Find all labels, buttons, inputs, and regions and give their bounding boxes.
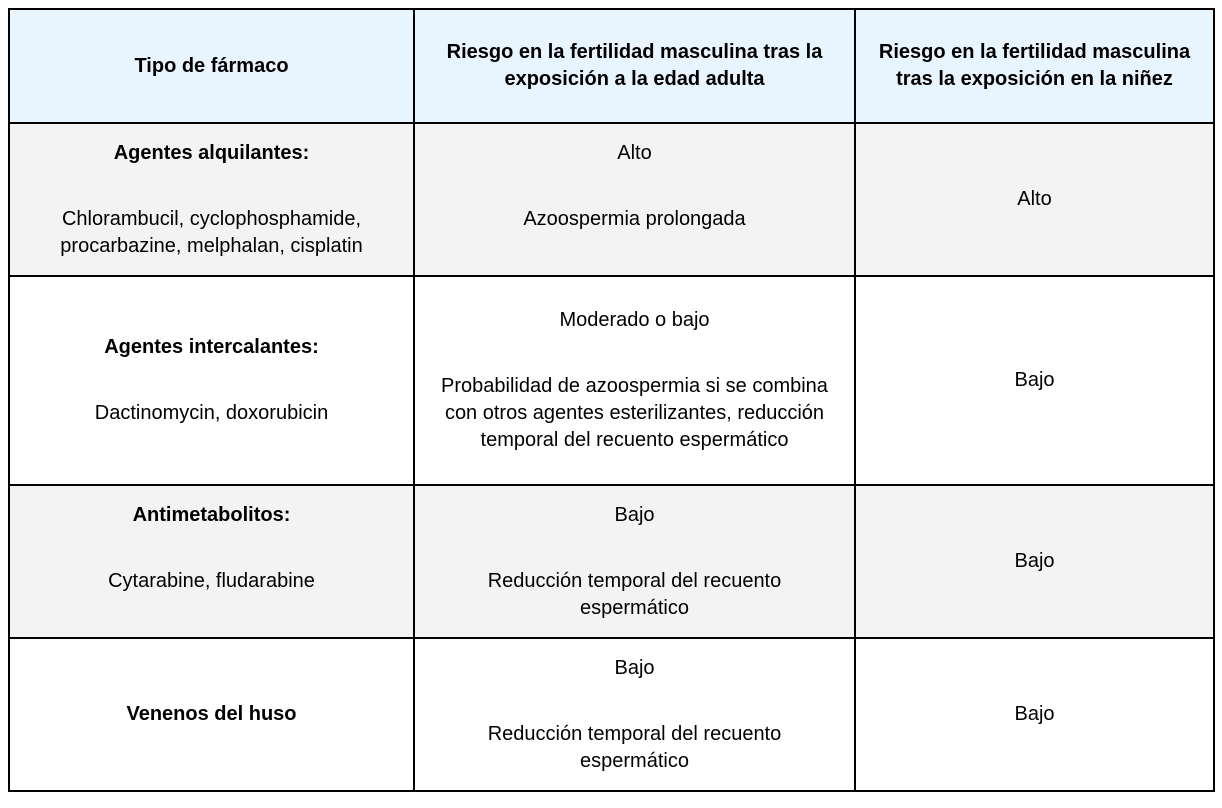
drug-list: Cytarabine, fludarabine <box>108 569 315 592</box>
adult-risk-level: Bajo <box>614 656 655 679</box>
drug-type-cell <box>9 123 414 276</box>
adult-risk-level: Alto <box>617 141 652 164</box>
header-adult-risk: Riesgo en la fertilidad masculina tras la exposición a la edad adulta <box>414 9 855 123</box>
table-row <box>9 276 1214 485</box>
drug-class-name: Antimetabolitos: <box>132 503 291 526</box>
drug-type-cell <box>9 276 414 485</box>
drug-list: Chlorambucil, cyclophosphamide, procarbazine, melphalan, cisplatin <box>60 207 363 257</box>
drug-class-name: Agentes intercalantes: <box>104 336 319 358</box>
fertility-risk-table <box>8 8 1215 792</box>
table-row <box>9 638 1214 791</box>
adult-risk-cell <box>414 638 855 791</box>
drug-type-cell <box>9 638 414 791</box>
header-drug-type: Tipo de fármaco <box>9 9 414 123</box>
adult-risk-detail: Reducción temporal del recuento espermático <box>487 569 782 619</box>
header-child-risk: Riesgo en la fertilidad masculina tras la exposición en la niñez <box>855 9 1214 123</box>
adult-risk-detail: Azoospermia prolongada <box>523 207 746 230</box>
adult-risk-level: Moderado o bajo <box>559 309 710 331</box>
adult-risk-detail: Reducción temporal del recuento espermático <box>487 722 782 772</box>
adult-risk-detail: Probabilidad de azoospermia si se combina con otros agentes esterilizantes, reducción temporal del recuento espermático <box>441 375 828 451</box>
child-risk-cell: Bajo <box>855 485 1214 638</box>
child-risk-cell: Bajo <box>855 638 1214 791</box>
drug-class-name: Venenos del huso <box>126 703 297 725</box>
adult-risk-cell <box>414 123 855 276</box>
child-risk-cell: Bajo <box>855 276 1214 485</box>
table-header-row <box>9 9 1214 123</box>
table-row <box>9 485 1214 638</box>
adult-risk-cell <box>414 485 855 638</box>
adult-risk-level: Bajo <box>614 503 655 526</box>
child-risk-cell: Alto <box>855 123 1214 276</box>
drug-type-cell <box>9 485 414 638</box>
adult-risk-cell <box>414 276 855 485</box>
drug-list: Dactinomycin, doxorubicin <box>94 402 329 424</box>
drug-class-name: Agentes alquilantes: <box>113 141 310 164</box>
table-row <box>9 123 1214 276</box>
